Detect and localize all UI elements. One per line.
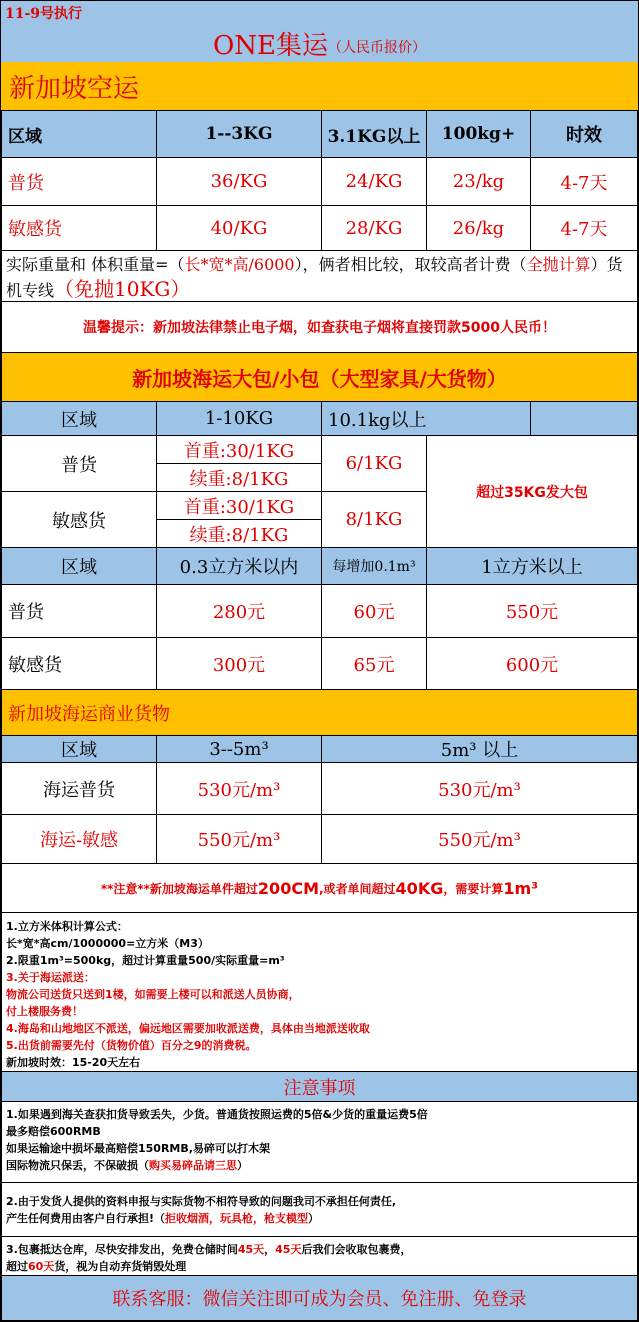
commercial-col-region: 区域 — [1, 735, 157, 763]
volume-sensitive-v3: 600元 — [426, 637, 638, 690]
air-row-sensitive-time: 4-7天 — [530, 205, 638, 251]
air-billing-rule — [1, 250, 638, 302]
note-line-4: 3.关于海运派送： — [6, 971, 95, 984]
air-col-time: 时效 — [530, 110, 638, 158]
attention-block-1 — [1, 1101, 638, 1183]
parcel-general-over: 6/1KG — [321, 435, 427, 492]
commercial-sensitive-v2: 550元/m³ — [321, 814, 638, 864]
parcel-general-first: 首重:30/1KG — [156, 435, 322, 464]
notice-1m3: 1m³ — [503, 878, 539, 898]
commercial-sensitive-v1: 550元/m³ — [156, 814, 322, 864]
volume-general-v2: 60元 — [321, 584, 427, 638]
attention-1-line-3: 如果运输途中损坏最高赔偿150RMB,易碎可以打木架 — [6, 1142, 270, 1155]
big-parcel-note: 超过35KG发大包 — [426, 435, 638, 548]
commercial-general-type: 海运普货 — [1, 762, 157, 815]
air-row-general-p3: 23/kg — [426, 157, 531, 206]
parcel-col-region: 区域 — [1, 401, 157, 436]
volume-sensitive-type: 敏感货 — [1, 637, 157, 690]
attention-3-2c: 货，视为自动弃货销毁处理 — [54, 1260, 187, 1273]
parcel-sensitive-type: 敏感货 — [1, 491, 157, 548]
currency-note: （人民币报价） — [328, 40, 427, 56]
commercial-general-v2: 530元/m³ — [321, 762, 638, 815]
attention-1-line-1: 1.如果遇到海关查获扣货导致丢失，少货。普通货按照运费的5倍&少货的重量运费5倍 — [6, 1108, 428, 1121]
attention-3-line-2 — [6, 1258, 633, 1275]
attention-45days-a: 45天 — [237, 1243, 265, 1256]
volume-general-v3: 550元 — [426, 584, 638, 638]
attention-1-4a: 国际物流只保丢，不保破损（ — [6, 1159, 149, 1172]
attention-2-line-2 — [6, 1210, 633, 1227]
rule-free-10kg: （免抛10KG） — [54, 277, 191, 301]
note-line-6: 付上楼服务费！ — [6, 1005, 83, 1018]
parcel-col-10kg-plus: 10.1kg以上 — [321, 401, 531, 436]
attention-2-2c: ） — [308, 1212, 320, 1225]
attention-block-3 — [1, 1236, 638, 1276]
rule-formula: 长*宽*高/6000 — [184, 255, 295, 274]
attention-1-4c: ） — [237, 1159, 248, 1172]
notice-text-c: ,或者单间超过 — [318, 881, 396, 896]
attention-title: 注意事项 — [1, 1071, 638, 1102]
notice-40kg: 40KG — [395, 878, 444, 898]
rule-text-e: ）货机专线 — [6, 255, 623, 300]
volume-sensitive-v1: 300元 — [156, 637, 322, 690]
ecig-warning: 温馨提示：新加坡法律禁止电子烟，如查获电子烟将直接罚款5000人民币！ — [1, 301, 638, 353]
parcel-sensitive-over: 8/1KG — [321, 491, 427, 548]
note-line-7: 4.海岛和山地地区不派送，偏远地区需要加收派送费，具体由当地派送收取 — [6, 1022, 370, 1035]
volume-col-increment: 每增加0.1m³ — [321, 547, 427, 585]
attention-block-2 — [1, 1182, 638, 1237]
note-line-8: 5.出货前需要先付（货物价值）百分之9的消费税。 — [6, 1039, 257, 1052]
contact-footer: 联系客服：微信关注即可成为会员、免注册、免登录 — [1, 1275, 638, 1321]
rule-full-throw: 全抛计算 — [526, 255, 591, 274]
parcel-general-next: 续重:8/1KG — [156, 463, 322, 492]
effective-date: 11-9号执行 — [5, 6, 83, 22]
notice-200cm: 200CM — [257, 878, 319, 898]
notice-text-a: **注意**新加坡海运单件超过 — [100, 881, 258, 896]
oversize-notice — [1, 863, 638, 913]
attention-3-2a: 超过 — [6, 1260, 28, 1273]
sea-parcel-title: 新加坡海运大包/小包（大型家具/大货物） — [1, 352, 638, 402]
commercial-general-v1: 530元/m³ — [156, 762, 322, 815]
air-row-sensitive-p3: 26/kg — [426, 205, 531, 251]
volume-general-type: 普货 — [1, 584, 157, 638]
parcel-sensitive-next: 续重:8/1KG — [156, 519, 322, 548]
attention-3-1a: 3.包裹抵达仓库，尽快安排发出，免费仓储时间 — [6, 1243, 238, 1256]
brand-title — [1, 25, 638, 61]
attention-3-1c: ， — [264, 1243, 276, 1256]
volume-col-0-3: 0.3立方米以内 — [156, 547, 322, 585]
attention-1-line-4 — [6, 1157, 633, 1174]
air-row-general-time: 4-7天 — [530, 157, 638, 206]
note-line-1: 1.立方米体积计算公式： — [6, 920, 128, 933]
volume-general-v1: 280元 — [156, 584, 322, 638]
air-row-general-type: 普货 — [1, 157, 157, 206]
air-col-1-3kg: 1--3KG — [156, 110, 322, 158]
commercial-col-5m3-plus: 5m³ 以上 — [321, 735, 638, 763]
notice-text-e: ，需要计算 — [443, 881, 504, 896]
note-line-5: 物流公司送货只送到1楼，如需要上楼可以和派送人员协商， — [6, 988, 300, 1001]
attention-fragile: 购买易碎品请三思 — [149, 1159, 237, 1172]
parcel-col-empty — [530, 401, 638, 436]
parcel-col-1-10kg: 1-10KG — [156, 401, 322, 436]
commercial-sensitive-type: 海运-敏感 — [1, 814, 157, 864]
air-row-sensitive-p2: 28/KG — [321, 205, 427, 251]
note-line-2: 长*宽*高cm/1000000=立方米（M3） — [6, 937, 209, 950]
attention-3-line-1 — [6, 1241, 633, 1258]
air-title-text: 新加坡空运 — [9, 73, 140, 104]
air-row-sensitive-type: 敏感货 — [1, 205, 157, 251]
attention-prohibited: 拒收烟酒，玩具枪，枪支模型 — [165, 1212, 309, 1225]
air-col-region: 区域 — [1, 110, 157, 158]
volume-col-region: 区域 — [1, 547, 157, 585]
attention-60days: 60天 — [28, 1260, 55, 1273]
rule-text-c: ），俩者相比较，取较高者计费（ — [294, 255, 527, 274]
rule-text-a: 实际重量和 体积重量=（ — [6, 255, 185, 274]
calculation-notes — [1, 912, 638, 1072]
air-row-general-p2: 24/KG — [321, 157, 427, 206]
air-col-3kg-plus: 3.1KG以上 — [321, 110, 427, 158]
attention-2-2a: 产生任何费用由客户自行承担!（ — [6, 1212, 166, 1225]
air-section-title — [1, 62, 638, 110]
note-line-9: 新加坡时效：15-20天左右 — [6, 1056, 141, 1069]
commercial-col-3-5m3: 3--5m³ — [156, 735, 322, 763]
brand-name: ONE集运 — [212, 30, 329, 61]
attention-45days-b: 45天 — [275, 1243, 302, 1256]
volume-sensitive-v2: 65元 — [321, 637, 427, 690]
attention-3-1e: 后我们会收取包裹费， — [301, 1243, 412, 1256]
air-col-100kg: 100kg+ — [426, 110, 531, 158]
attention-1-line-2: 最多赔偿600RMB — [6, 1125, 101, 1138]
parcel-sensitive-first: 首重:30/1KG — [156, 491, 322, 520]
attention-2-line-1: 2.由于发货人提供的资料申报与实际货物不相符导致的问题我司不承担任何责任, — [6, 1195, 397, 1208]
air-row-sensitive-p1: 40/KG — [156, 205, 322, 251]
volume-col-1m3: 1立方米以上 — [426, 547, 638, 585]
air-row-general-p1: 36/KG — [156, 157, 322, 206]
note-line-3: 2.限重1m³=500kg，超过计算重量500/实际重量=m³ — [6, 954, 285, 967]
parcel-general-type: 普货 — [1, 435, 157, 492]
sea-commercial-title: 新加坡海运商业货物 — [1, 689, 638, 736]
